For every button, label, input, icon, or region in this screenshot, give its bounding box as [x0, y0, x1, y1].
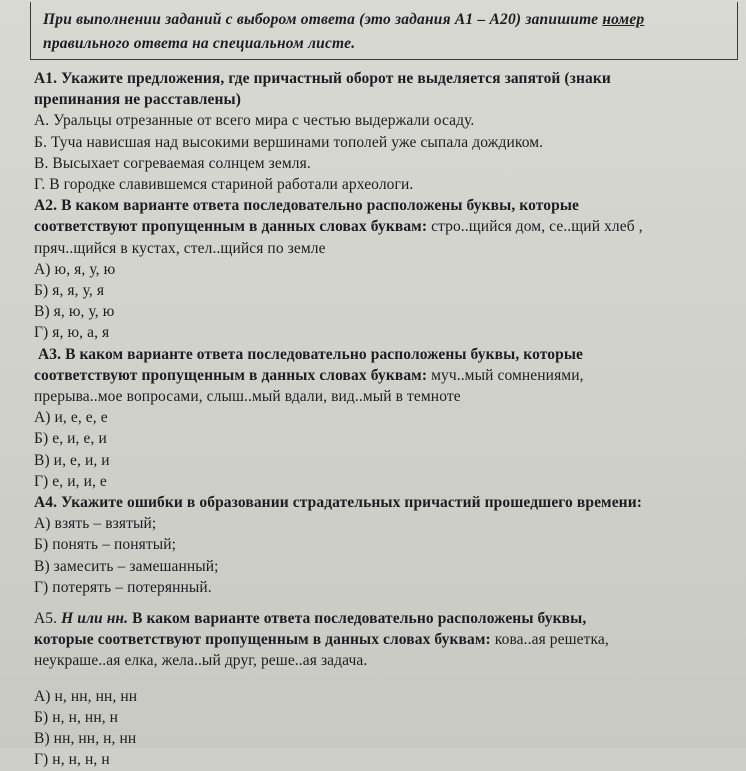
- task-a1-question-line-2: препинания не расставлены): [34, 91, 241, 109]
- task-a2-option-b: Б) я, я, у, я: [34, 282, 105, 300]
- task-a1-option-c: В. Высыхает согреваемая солнцем земля.: [34, 154, 311, 172]
- spacer: [34, 672, 740, 686]
- task-a4: [34, 492, 740, 598]
- task-a5: [34, 608, 740, 770]
- task-a2-option-a: А) ю, я, у, ю: [34, 260, 116, 278]
- task-a2-option-c: В) я, ю, у, ю: [34, 303, 115, 321]
- task-a4-question-line-1: А4. Укажите ошибки в образовании страдательных причастий прошедшего времени:: [34, 494, 643, 512]
- task-a5-option-b: Б) н, н, нн, н: [34, 708, 119, 726]
- task-a1-option-d: Г. В городке славившемся стариной работали археологи.: [34, 176, 414, 194]
- task-a1-option-b: Б. Туча нависшая над высокими вершинами тополей уже сыпала дождиком.: [34, 133, 544, 151]
- task-a3-option-b: Б) е, и, е, и: [34, 430, 107, 448]
- task-a2-question-line-3: пряч..щийся в кустах, стел..щийся по земле: [34, 239, 326, 257]
- task-a3-question-line-3: прерыва..мое вопросами, слыш..мый вдали, вид..мый в темноте: [34, 388, 461, 406]
- task-a5-option-d: Г) н, н, н, н: [34, 751, 110, 769]
- task-a4-option-a: А) взять – взятый;: [34, 515, 157, 533]
- task-a5-question-line-3: неукраше..ая елка, жела..ый друг, реше..ая задача.: [34, 652, 368, 670]
- task-a3-option-c: В) и, е, и, и: [34, 451, 110, 469]
- instruction-line-2: правильного ответа на специальном листе.: [43, 35, 356, 52]
- task-a2: [34, 195, 740, 343]
- task-a1-option-a: А. Уральцы отрезанные от всего мира с честью выдержали осаду.: [34, 112, 475, 130]
- task-a5-question-line-1: А5. Н или нн. В каком варианте ответа последовательно расположены буквы,: [34, 610, 587, 628]
- task-a5-option-a: А) н, нн, нн, нн: [34, 687, 138, 705]
- instruction-line-1: При выполнении заданий с выбором ответа (это задания А1 – А20) запишите номер: [43, 11, 645, 28]
- task-a2-question-line-2: соответствуют пропущенным в данных словах буквам: стро..щийся дом, се..щий хлеб ,: [34, 218, 643, 236]
- task-a3: [34, 344, 740, 492]
- instruction-box: [30, 2, 738, 60]
- task-a4-option-b: Б) понять – понятый;: [34, 536, 177, 554]
- instruction-underlined-word: номер: [602, 11, 645, 28]
- task-a3-question-line-1: А3. В каком варианте ответа последовательно расположены буквы, которые: [38, 345, 584, 363]
- task-a5-option-c: В) нн, нн, н, нн: [34, 730, 137, 748]
- task-a5-question-line-2: которые соответствуют пропущенным в данных словах буквам: кова..ая решетка,: [34, 631, 609, 649]
- spacer: [34, 598, 740, 608]
- task-a1: [34, 68, 740, 195]
- task-a4-option-d: Г) потерять – потерянный.: [34, 578, 212, 596]
- task-a1-question-line-1: А1. Укажите предложения, где причастный оборот не выделяется запятой (знаки: [34, 70, 611, 87]
- task-a2-question-line-1: А2. В каком варианте ответа последовательно расположены буквы, которые: [34, 197, 580, 215]
- task-a2-option-d: Г) я, ю, а, я: [34, 324, 110, 342]
- task-a4-option-c: В) замесить – замешанный;: [34, 557, 219, 575]
- task-a3-question-line-2: соответствуют пропущенным в данных словах буквам: муч..мый сомнениями,: [34, 366, 584, 384]
- task-a3-option-a: А) и, е, е, е: [34, 409, 108, 427]
- tasks: [34, 68, 740, 771]
- task-a3-option-d: Г) е, и, и, е: [34, 472, 107, 490]
